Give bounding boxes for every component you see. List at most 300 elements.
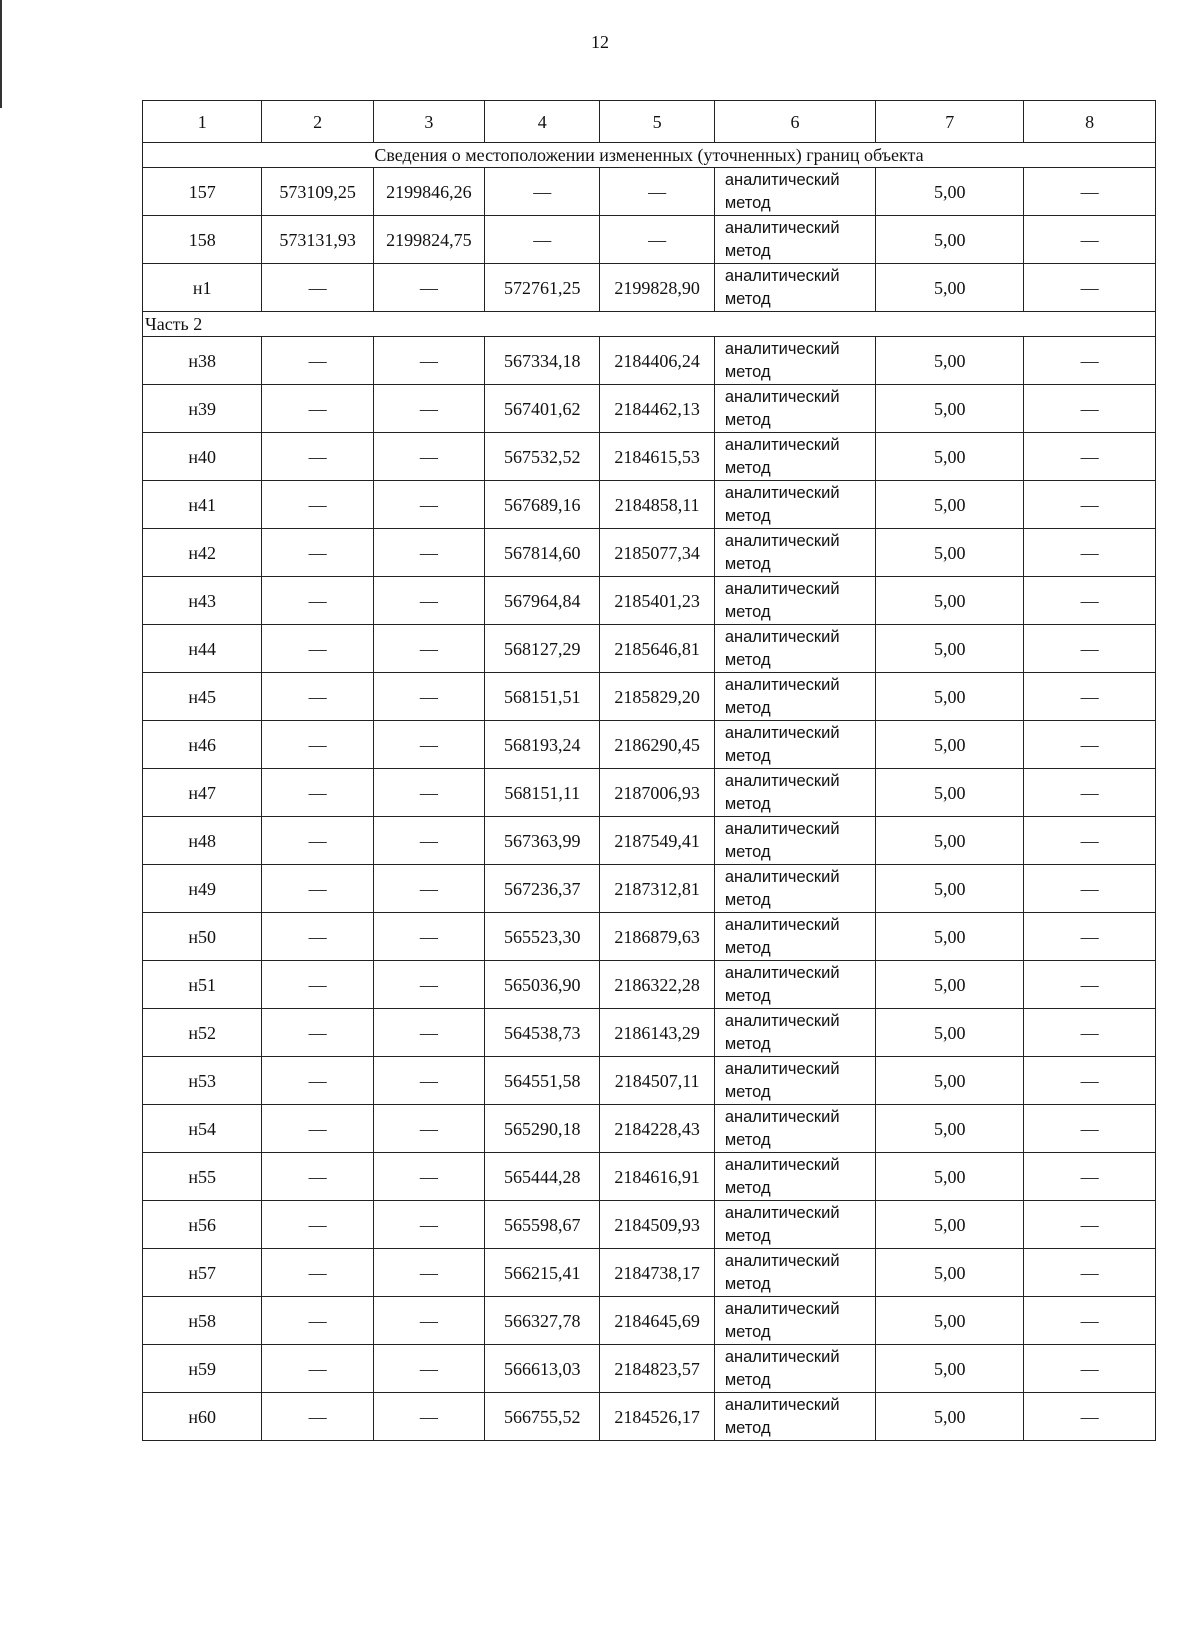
cell-c1: н45 <box>143 673 262 721</box>
cell-c3: — <box>373 1297 484 1345</box>
method-line-1: аналитический <box>724 1060 840 1079</box>
method-line-2: метод <box>724 1322 771 1341</box>
cell-c7: 5,00 <box>876 1201 1024 1249</box>
cell-c3: — <box>373 721 484 769</box>
method-line-2: метод <box>724 241 771 260</box>
cell-c4: 565036,90 <box>485 961 600 1009</box>
cell-c1: н58 <box>143 1297 262 1345</box>
cell-c4: 565444,28 <box>485 1153 600 1201</box>
cell-c4: 566613,03 <box>485 1345 600 1393</box>
cell-c5: 2184823,57 <box>600 1345 714 1393</box>
cell-c4: 568127,29 <box>485 625 600 673</box>
method-line-1: аналитический <box>724 340 840 359</box>
cell-c1: н56 <box>143 1201 262 1249</box>
cell-c8: — <box>1024 865 1156 913</box>
cell-c2: — <box>262 865 373 913</box>
cell-method <box>714 433 875 481</box>
cell-c3: — <box>373 1009 484 1057</box>
cell-c4: 567334,18 <box>485 337 600 385</box>
cell-c3: — <box>373 481 484 529</box>
cell-c8: — <box>1024 1249 1156 1297</box>
table-row <box>143 865 1156 913</box>
cell-c3: — <box>373 1249 484 1297</box>
table-row <box>143 168 1156 216</box>
method-line-1: аналитический <box>724 484 840 503</box>
cell-c5: 2184228,43 <box>600 1105 714 1153</box>
cell-c8: — <box>1024 264 1156 312</box>
method-line-1: аналитический <box>724 1156 840 1175</box>
cell-method <box>714 337 875 385</box>
cell-c3: — <box>373 817 484 865</box>
cell-c8: — <box>1024 961 1156 1009</box>
cell-c2: — <box>262 337 373 385</box>
cell-c1: н60 <box>143 1393 262 1441</box>
method-line-2: метод <box>724 1274 771 1293</box>
table-row <box>143 673 1156 721</box>
cell-method <box>714 216 875 264</box>
cell-method <box>714 529 875 577</box>
header-cell: 6 <box>714 101 875 143</box>
cell-c4: 568151,51 <box>485 673 600 721</box>
cell-c1: 158 <box>143 216 262 264</box>
cell-c8: — <box>1024 913 1156 961</box>
cell-c4: 568151,11 <box>485 769 600 817</box>
cell-method <box>714 1201 875 1249</box>
cell-c1: н1 <box>143 264 262 312</box>
cell-c2: — <box>262 264 373 312</box>
cell-c8: — <box>1024 625 1156 673</box>
method-line-2: метод <box>724 1178 771 1197</box>
method-line-1: аналитический <box>724 1252 840 1271</box>
cell-c1: н39 <box>143 385 262 433</box>
cell-c7: 5,00 <box>876 961 1024 1009</box>
cell-c2: — <box>262 385 373 433</box>
cell-c7: 5,00 <box>876 865 1024 913</box>
method-line-1: аналитический <box>724 772 840 791</box>
cell-c7: 5,00 <box>876 216 1024 264</box>
cell-c5: 2184462,13 <box>600 385 714 433</box>
cell-c5: 2186322,28 <box>600 961 714 1009</box>
cell-c7: 5,00 <box>876 433 1024 481</box>
method-line-1: аналитический <box>724 580 840 599</box>
header-cell: 5 <box>600 101 714 143</box>
table-row <box>143 529 1156 577</box>
method-line-1: аналитический <box>724 1108 840 1127</box>
cell-c7: 5,00 <box>876 1057 1024 1105</box>
cell-method <box>714 1009 875 1057</box>
section-title-row <box>143 143 1156 168</box>
cell-c7: 5,00 <box>876 481 1024 529</box>
cell-c4: 572761,25 <box>485 264 600 312</box>
cell-c1: н55 <box>143 1153 262 1201</box>
cell-c5: 2187312,81 <box>600 865 714 913</box>
method-line-2: метод <box>724 842 771 861</box>
cell-c5: 2184738,17 <box>600 1249 714 1297</box>
method-line-2: метод <box>724 289 771 308</box>
cell-method <box>714 385 875 433</box>
cell-c7: 5,00 <box>876 337 1024 385</box>
cell-c8: — <box>1024 433 1156 481</box>
cell-method <box>714 264 875 312</box>
method-line-1: аналитический <box>724 1204 840 1223</box>
cell-c8: — <box>1024 1201 1156 1249</box>
cell-c8: — <box>1024 481 1156 529</box>
cell-c3: — <box>373 913 484 961</box>
cell-c8: — <box>1024 673 1156 721</box>
cell-c4: 564538,73 <box>485 1009 600 1057</box>
cell-c3: — <box>373 625 484 673</box>
cell-c2: — <box>262 529 373 577</box>
header-cell: 4 <box>485 101 600 143</box>
table-row <box>143 216 1156 264</box>
table-header-row <box>143 101 1156 143</box>
table-row <box>143 337 1156 385</box>
table-row <box>143 1249 1156 1297</box>
cell-c7: 5,00 <box>876 264 1024 312</box>
method-line-1: аналитический <box>724 436 840 455</box>
method-line-1: аналитический <box>724 676 840 695</box>
cell-c7: 5,00 <box>876 1153 1024 1201</box>
cell-method <box>714 865 875 913</box>
cell-c3: — <box>373 1057 484 1105</box>
cell-c1: н54 <box>143 1105 262 1153</box>
part-label-row <box>143 312 1156 337</box>
method-line-2: метод <box>724 1130 771 1149</box>
header-cell: 8 <box>1024 101 1156 143</box>
cell-c4: 565523,30 <box>485 913 600 961</box>
cell-c5: 2186879,63 <box>600 913 714 961</box>
cell-method <box>714 1105 875 1153</box>
method-line-2: метод <box>724 1418 771 1437</box>
cell-c4: — <box>485 168 600 216</box>
cell-c7: 5,00 <box>876 168 1024 216</box>
cell-method <box>714 1393 875 1441</box>
cell-c5: 2187549,41 <box>600 817 714 865</box>
cell-c2: — <box>262 433 373 481</box>
cell-c8: — <box>1024 1153 1156 1201</box>
cell-c5: 2199828,90 <box>600 264 714 312</box>
cell-c4: 566327,78 <box>485 1297 600 1345</box>
cell-c1: н42 <box>143 529 262 577</box>
cell-method <box>714 673 875 721</box>
cell-c2: 573109,25 <box>262 168 373 216</box>
cell-c5: 2184645,69 <box>600 1297 714 1345</box>
cell-method <box>714 1345 875 1393</box>
cell-method <box>714 168 875 216</box>
table-row <box>143 817 1156 865</box>
cell-c7: 5,00 <box>876 673 1024 721</box>
method-line-1: аналитический <box>724 1348 840 1367</box>
method-line-1: аналитический <box>724 388 840 407</box>
cell-c2: — <box>262 961 373 1009</box>
page-number: 12 <box>591 32 609 52</box>
cell-c8: — <box>1024 769 1156 817</box>
cell-c1: н51 <box>143 961 262 1009</box>
table-row <box>143 1345 1156 1393</box>
cell-c3: 2199824,75 <box>373 216 484 264</box>
method-line-2: метод <box>724 410 771 429</box>
cell-c3: — <box>373 865 484 913</box>
method-line-2: метод <box>724 890 771 909</box>
cell-c4: 567964,84 <box>485 577 600 625</box>
method-line-1: аналитический <box>724 1300 840 1319</box>
table-row <box>143 1393 1156 1441</box>
cell-c2: — <box>262 673 373 721</box>
coordinates-table <box>142 100 1156 1441</box>
cell-c1: н53 <box>143 1057 262 1105</box>
cell-c1: н48 <box>143 817 262 865</box>
cell-method <box>714 481 875 529</box>
header-cell: 2 <box>262 101 373 143</box>
cell-c8: — <box>1024 1393 1156 1441</box>
cell-c8: — <box>1024 385 1156 433</box>
cell-c3: — <box>373 1201 484 1249</box>
cell-c1: 157 <box>143 168 262 216</box>
method-line-1: аналитический <box>724 868 840 887</box>
cell-c3: — <box>373 433 484 481</box>
cell-c3: 2199846,26 <box>373 168 484 216</box>
cell-c5: 2185077,34 <box>600 529 714 577</box>
cell-c5: 2185829,20 <box>600 673 714 721</box>
section-title: Сведения о местоположении измененных (уточненных) границ объекта <box>143 143 1156 168</box>
method-line-2: метод <box>724 1226 771 1245</box>
cell-c5: 2184858,11 <box>600 481 714 529</box>
cell-c8: — <box>1024 577 1156 625</box>
method-line-1: аналитический <box>724 628 840 647</box>
cell-c3: — <box>373 529 484 577</box>
cell-c7: 5,00 <box>876 1297 1024 1345</box>
cell-c3: — <box>373 1105 484 1153</box>
method-line-2: метод <box>724 794 771 813</box>
method-line-1: аналитический <box>724 267 840 286</box>
cell-c2: — <box>262 481 373 529</box>
cell-method <box>714 1057 875 1105</box>
cell-c7: 5,00 <box>876 913 1024 961</box>
cell-c4: 567401,62 <box>485 385 600 433</box>
cell-method <box>714 577 875 625</box>
cell-c8: — <box>1024 1105 1156 1153</box>
table-row <box>143 1297 1156 1345</box>
method-line-2: метод <box>724 506 771 525</box>
table-row <box>143 481 1156 529</box>
part-label: Часть 2 <box>143 312 1156 337</box>
cell-c1: н40 <box>143 433 262 481</box>
cell-c2: — <box>262 577 373 625</box>
method-line-2: метод <box>724 986 771 1005</box>
cell-c7: 5,00 <box>876 529 1024 577</box>
table-row <box>143 577 1156 625</box>
cell-c7: 5,00 <box>876 1249 1024 1297</box>
cell-c1: н50 <box>143 913 262 961</box>
cell-c8: — <box>1024 721 1156 769</box>
cell-c1: н41 <box>143 481 262 529</box>
method-line-2: метод <box>724 458 771 477</box>
cell-c4: 567236,37 <box>485 865 600 913</box>
cell-c7: 5,00 <box>876 1009 1024 1057</box>
cell-c5: 2187006,93 <box>600 769 714 817</box>
cell-c5: 2184509,93 <box>600 1201 714 1249</box>
cell-c1: н52 <box>143 1009 262 1057</box>
cell-c5: 2184526,17 <box>600 1393 714 1441</box>
cell-c7: 5,00 <box>876 721 1024 769</box>
cell-c2: — <box>262 1201 373 1249</box>
cell-c5: 2184507,11 <box>600 1057 714 1105</box>
cell-method <box>714 817 875 865</box>
cell-c5: 2184406,24 <box>600 337 714 385</box>
cell-c7: 5,00 <box>876 625 1024 673</box>
cell-c1: н47 <box>143 769 262 817</box>
cell-c2: — <box>262 625 373 673</box>
cell-c2: — <box>262 769 373 817</box>
table-row <box>143 721 1156 769</box>
cell-c8: — <box>1024 216 1156 264</box>
cell-c2: — <box>262 1057 373 1105</box>
cell-c4: 565290,18 <box>485 1105 600 1153</box>
method-line-2: метод <box>724 602 771 621</box>
method-line-2: метод <box>724 938 771 957</box>
cell-c7: 5,00 <box>876 1393 1024 1441</box>
cell-c5: 2186290,45 <box>600 721 714 769</box>
cell-c3: — <box>373 337 484 385</box>
cell-c2: — <box>262 1153 373 1201</box>
table-row <box>143 1201 1156 1249</box>
cell-c5: 2186143,29 <box>600 1009 714 1057</box>
header-cell: 3 <box>373 101 484 143</box>
cell-method <box>714 769 875 817</box>
method-line-1: аналитический <box>724 1396 840 1415</box>
method-line-2: метод <box>724 1082 771 1101</box>
cell-c3: — <box>373 577 484 625</box>
cell-c7: 5,00 <box>876 1345 1024 1393</box>
cell-method <box>714 1249 875 1297</box>
cell-c4: 567814,60 <box>485 529 600 577</box>
cell-c7: 5,00 <box>876 817 1024 865</box>
cell-c7: 5,00 <box>876 1105 1024 1153</box>
table-row <box>143 913 1156 961</box>
cell-c2: — <box>262 1009 373 1057</box>
cell-c7: 5,00 <box>876 769 1024 817</box>
cell-c4: 564551,58 <box>485 1057 600 1105</box>
method-line-1: аналитический <box>724 532 840 551</box>
cell-c2: — <box>262 721 373 769</box>
table-row <box>143 625 1156 673</box>
cell-method <box>714 721 875 769</box>
scan-edge-mark <box>0 0 2 108</box>
cell-c3: — <box>373 961 484 1009</box>
cell-c8: — <box>1024 529 1156 577</box>
method-line-1: аналитический <box>724 1012 840 1031</box>
table-row <box>143 1009 1156 1057</box>
table-row <box>143 961 1156 1009</box>
method-line-2: метод <box>724 362 771 381</box>
method-line-2: метод <box>724 1034 771 1053</box>
cell-c2: 573131,93 <box>262 216 373 264</box>
cell-c4: — <box>485 216 600 264</box>
cell-c3: — <box>373 264 484 312</box>
cell-c3: — <box>373 1393 484 1441</box>
cell-method <box>714 913 875 961</box>
table-row <box>143 1153 1156 1201</box>
table-row <box>143 769 1156 817</box>
header-cell: 1 <box>143 101 262 143</box>
table-row <box>143 433 1156 481</box>
cell-c8: — <box>1024 817 1156 865</box>
method-line-2: метод <box>724 746 771 765</box>
cell-c5: 2185646,81 <box>600 625 714 673</box>
header-cell: 7 <box>876 101 1024 143</box>
table-row <box>143 264 1156 312</box>
method-line-2: метод <box>724 1370 771 1389</box>
cell-c2: — <box>262 817 373 865</box>
cell-c1: н46 <box>143 721 262 769</box>
cell-c1: н59 <box>143 1345 262 1393</box>
cell-c4: 566215,41 <box>485 1249 600 1297</box>
cell-c1: н38 <box>143 337 262 385</box>
method-line-2: метод <box>724 193 771 212</box>
cell-c2: — <box>262 913 373 961</box>
cell-c3: — <box>373 1153 484 1201</box>
cell-c4: 566755,52 <box>485 1393 600 1441</box>
cell-c2: — <box>262 1297 373 1345</box>
cell-c8: — <box>1024 1057 1156 1105</box>
cell-c8: — <box>1024 168 1156 216</box>
cell-method <box>714 1297 875 1345</box>
cell-c1: н43 <box>143 577 262 625</box>
cell-c8: — <box>1024 1297 1156 1345</box>
cell-c1: н57 <box>143 1249 262 1297</box>
cell-c5: — <box>600 216 714 264</box>
cell-c5: 2184615,53 <box>600 433 714 481</box>
cell-c1: н49 <box>143 865 262 913</box>
method-line-2: метод <box>724 650 771 669</box>
method-line-1: аналитический <box>724 219 840 238</box>
cell-c2: — <box>262 1393 373 1441</box>
method-line-2: метод <box>724 554 771 573</box>
method-line-1: аналитический <box>724 171 840 190</box>
method-line-1: аналитический <box>724 964 840 983</box>
method-line-1: аналитический <box>724 916 840 935</box>
cell-c5: 2184616,91 <box>600 1153 714 1201</box>
method-line-1: аналитический <box>724 820 840 839</box>
cell-method <box>714 961 875 1009</box>
cell-c4: 565598,67 <box>485 1201 600 1249</box>
cell-c2: — <box>262 1345 373 1393</box>
cell-c7: 5,00 <box>876 577 1024 625</box>
cell-c8: — <box>1024 1009 1156 1057</box>
cell-c3: — <box>373 385 484 433</box>
cell-c4: 567689,16 <box>485 481 600 529</box>
cell-c8: — <box>1024 1345 1156 1393</box>
method-line-1: аналитический <box>724 724 840 743</box>
cell-c4: 567532,52 <box>485 433 600 481</box>
cell-c3: — <box>373 769 484 817</box>
table-row <box>143 1057 1156 1105</box>
cell-c1: н44 <box>143 625 262 673</box>
cell-method <box>714 625 875 673</box>
cell-c8: — <box>1024 337 1156 385</box>
cell-c3: — <box>373 673 484 721</box>
method-line-2: метод <box>724 698 771 717</box>
cell-c5: 2185401,23 <box>600 577 714 625</box>
cell-c3: — <box>373 1345 484 1393</box>
cell-c7: 5,00 <box>876 385 1024 433</box>
cell-c4: 568193,24 <box>485 721 600 769</box>
table-row <box>143 385 1156 433</box>
cell-method <box>714 1153 875 1201</box>
cell-c2: — <box>262 1105 373 1153</box>
table-row <box>143 1105 1156 1153</box>
cell-c2: — <box>262 1249 373 1297</box>
